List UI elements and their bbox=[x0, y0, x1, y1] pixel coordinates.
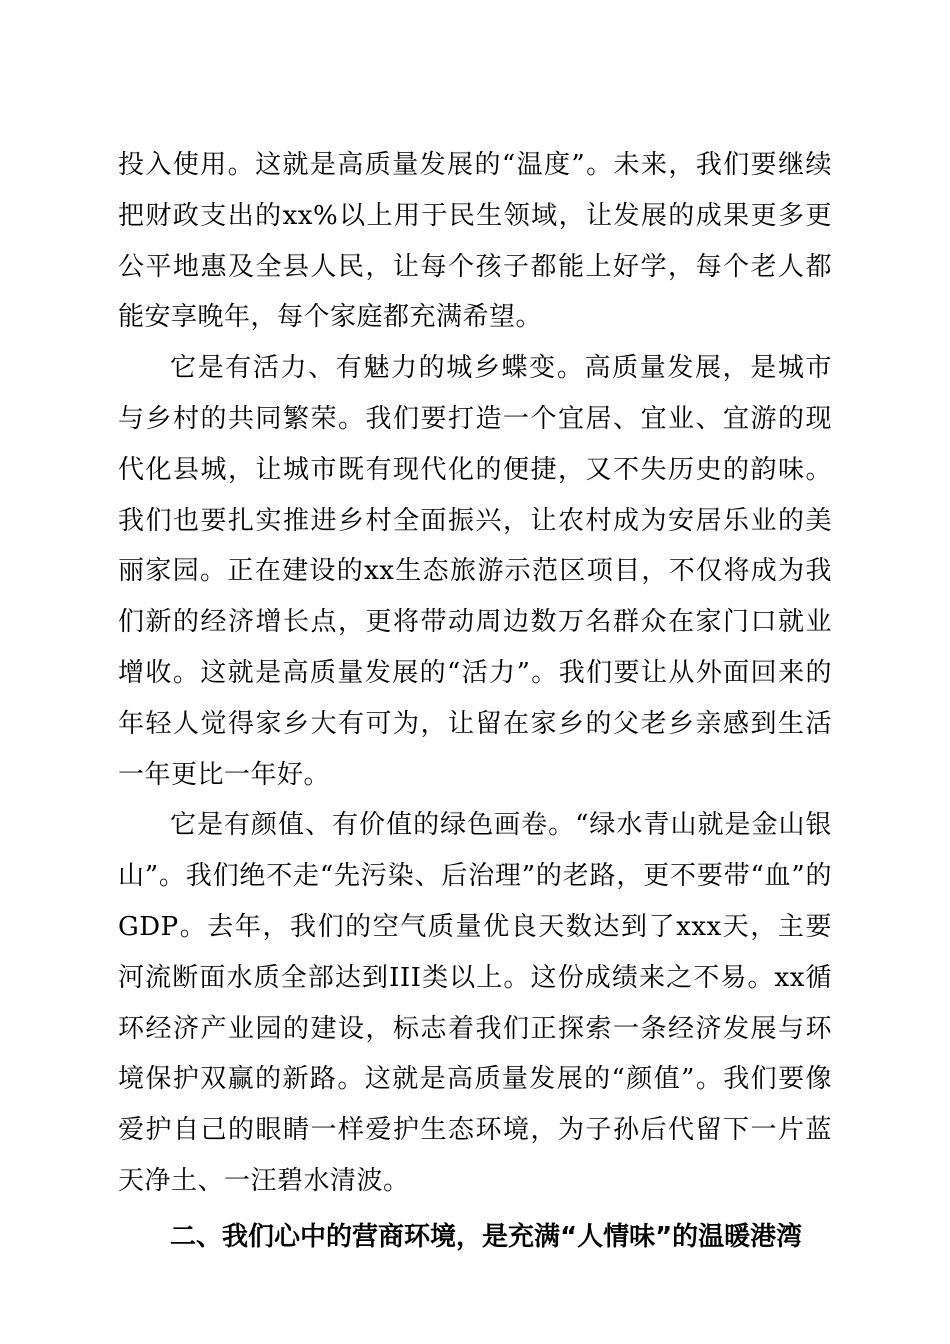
paragraph-continuation: 投入使用。这就是高质量发展的“温度”。未来，我们要继续把财政支出的xx%以上用于民生领域，让发展的成果更多更公平地惠及全县人民，让每个孩子都能上好学，每个老人都能安享晚年，每个家庭都充满希望。 bbox=[118, 150, 832, 333]
document-body bbox=[118, 140, 832, 1263]
paragraph-urban-rural: 它是有活力、有魅力的城乡蝶变。高质量发展，是城市与乡村的共同繁荣。我们要打造一个宜居、宜业、宜游的现代化县城，让城市既有现代化的便捷，又不失历史的韵味。我们也要扎实推进乡村全面振兴，让农村成为安居乐业的美丽家园。正在建设的xx生态旅游示范区项目，不仅将成为我们新的经济增长点，更将带动周边数万名群众在家门口就业增收。这就是高质量发展的“活力”。我们要让从外面回来的年轻人觉得家乡大有可为，让留在家乡的父老乡亲感到生活一年更比一年好。 bbox=[118, 353, 832, 790]
section-heading: 二、我们心中的营商环境，是充满“人情味”的温暖港湾 bbox=[170, 1221, 803, 1252]
paragraph-green: 它是有颜值、有价值的绿色画卷。“绿水青山就是金山银山”。我们绝不走“先污染、后治理”的老路，更不要带“血”的GDP。去年，我们的空气质量优良天数达到了xxx天，主要河流断面水质全部达到III类以上。这份成绩来之不易。xx循环经济产业园的建设，标志着我们正探索一条经济发展与环境保护双赢的新路。这就是高质量发展的“颜值”。我们要像爱护自己的眼睛一样爱护生态环境，为子孙后代留下一片蓝天净土、一汪碧水清波。 bbox=[118, 810, 832, 1196]
